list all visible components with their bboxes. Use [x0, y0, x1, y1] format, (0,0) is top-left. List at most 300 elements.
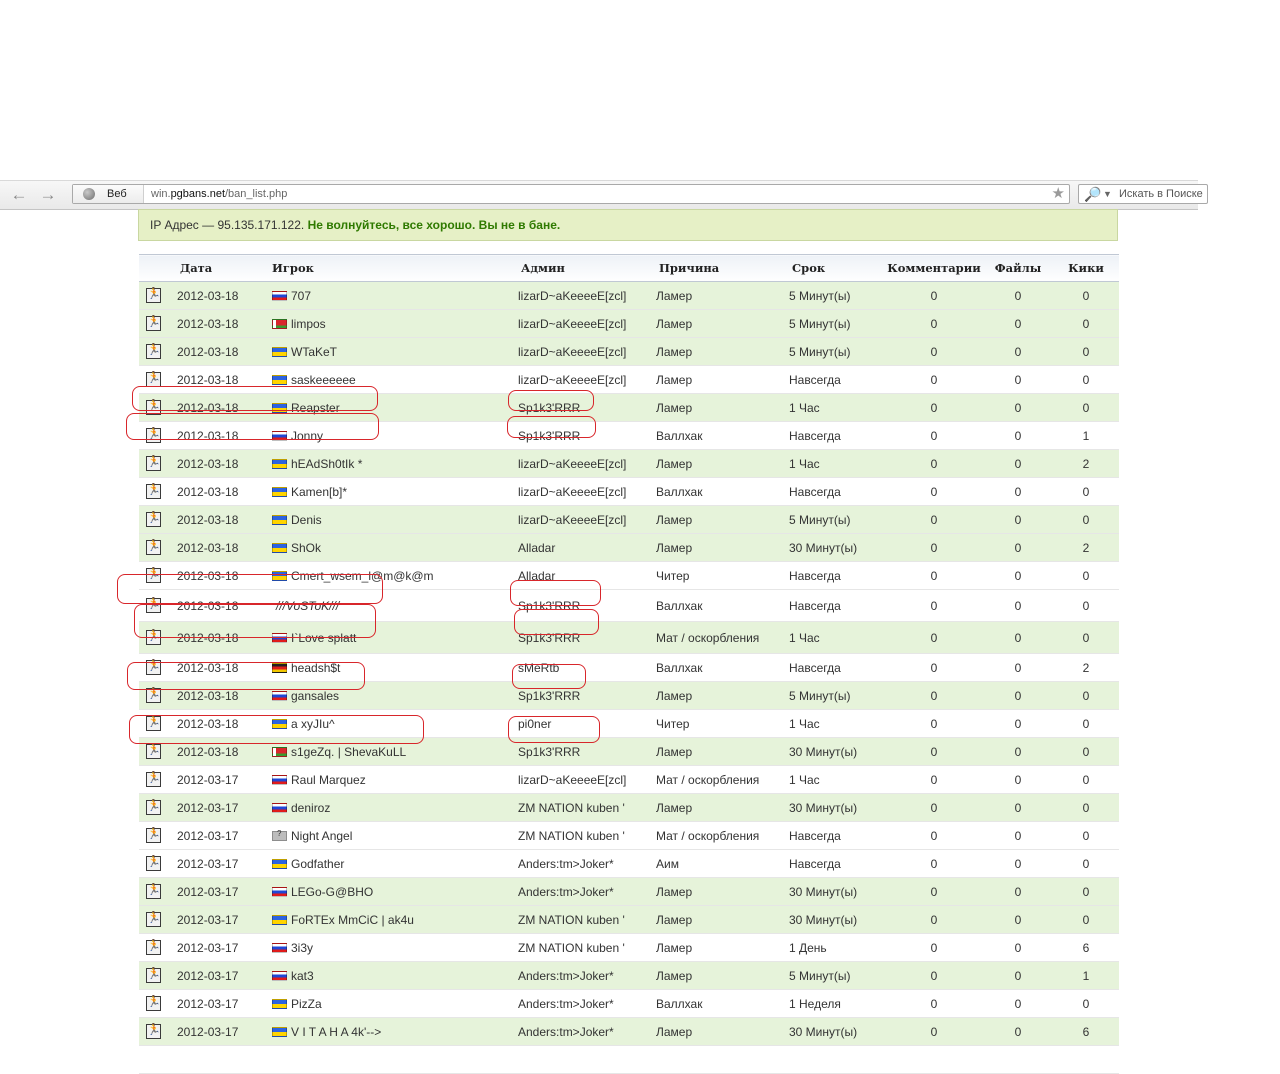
ban-date: 2012-03-18: [177, 366, 272, 394]
table-row[interactable]: [139, 794, 1119, 822]
cs-player-icon[interactable]: [146, 856, 161, 871]
cs-player-icon[interactable]: [146, 512, 161, 527]
country-flag-icon: [272, 459, 287, 469]
player-name[interactable]: Cmert_wsem_l@m@k@m: [291, 568, 434, 583]
details-cell[interactable]: [139, 394, 177, 422]
ban-term: [789, 1046, 885, 1074]
ban-term: Навсегда: [789, 562, 885, 590]
details-cell[interactable]: [139, 654, 177, 682]
ban-term: Навсегда: [789, 422, 885, 450]
cs-player-icon[interactable]: [146, 800, 161, 815]
country-flag-icon: [272, 431, 287, 441]
ban-term: 1 День: [789, 934, 885, 962]
table-row[interactable]: [139, 906, 1119, 934]
country-flag-icon: [272, 915, 287, 925]
files-count: 0: [983, 1018, 1053, 1046]
player-cell: [272, 478, 518, 506]
files-count: 0: [983, 422, 1053, 450]
kicks-count: 0: [1053, 906, 1119, 934]
cs-player-icon[interactable]: [146, 372, 161, 387]
details-cell[interactable]: [139, 878, 177, 906]
comments-count: 0: [885, 1018, 983, 1046]
files-count: 0: [983, 990, 1053, 1018]
table-row[interactable]: [139, 310, 1119, 338]
ban-term: Навсегда: [789, 478, 885, 506]
table-row[interactable]: [139, 478, 1119, 506]
admin-name: lizarD~aKeeeeE[zcl]: [518, 506, 656, 534]
player-cell: [272, 1018, 518, 1046]
comments-count: 0: [885, 794, 983, 822]
admin-name: Sp1k3'RRR: [518, 422, 656, 450]
details-cell[interactable]: [139, 338, 177, 366]
ban-date: 2012-03-18: [177, 450, 272, 478]
col-files[interactable]: Файлы: [983, 255, 1053, 282]
comments-count: 0: [885, 366, 983, 394]
admin-name: ZM NATION kuben ': [518, 794, 656, 822]
comments-count: 0: [885, 394, 983, 422]
admin-name: Anders:tm>Joker*: [518, 990, 656, 1018]
player-name[interactable]: LEGo-G@BHO: [291, 884, 374, 899]
country-flag-icon: [272, 775, 287, 785]
comments-count: 0: [885, 822, 983, 850]
ban-date: 2012-03-17: [177, 934, 272, 962]
admin-name: lizarD~aKeeeeE[zcl]: [518, 478, 656, 506]
forward-arrow-icon[interactable]: →: [39, 185, 57, 204]
comments-count: 0: [885, 450, 983, 478]
country-flag-icon: [272, 515, 287, 525]
files-count: 0: [983, 590, 1053, 622]
table-row[interactable]: [139, 338, 1119, 366]
player-name[interactable]: 707: [291, 288, 312, 303]
ban-term: 30 Минут(ы): [789, 1018, 885, 1046]
kicks-count: 0: [1053, 682, 1119, 710]
ban-term: 5 Минут(ы): [789, 310, 885, 338]
details-cell[interactable]: [139, 766, 177, 794]
player-cell: [272, 622, 518, 654]
cs-player-icon[interactable]: [146, 940, 161, 955]
table-row[interactable]: [139, 282, 1119, 310]
player-cell: [272, 682, 518, 710]
country-flag-icon: [272, 633, 287, 643]
files-count: 0: [983, 738, 1053, 766]
player-name[interactable]: Denis: [291, 512, 322, 527]
country-flag-icon: [272, 403, 287, 413]
admin-name: sMeRtb: [518, 654, 656, 682]
comments-count: 0: [885, 338, 983, 366]
details-cell[interactable]: [139, 1018, 177, 1046]
player-cell: [272, 394, 518, 422]
ban-reason: Ламер: [656, 534, 789, 562]
country-flag-icon: [272, 859, 287, 869]
cs-player-icon[interactable]: [146, 912, 161, 927]
ban-term: 30 Минут(ы): [789, 906, 885, 934]
details-cell[interactable]: [139, 934, 177, 962]
files-count: 0: [983, 654, 1053, 682]
cs-player-icon[interactable]: [146, 288, 161, 303]
details-cell[interactable]: [139, 622, 177, 654]
country-flag-icon: [272, 375, 287, 385]
ban-reason: Аим: [656, 850, 789, 878]
comments-count: 0: [885, 562, 983, 590]
details-cell[interactable]: [139, 1046, 177, 1074]
player-name[interactable]: s1geZq. | ShevaKuLL: [291, 744, 407, 759]
ip-address-text: IP Адрес — 95.135.171.122.: [150, 218, 305, 232]
ban-date: 2012-03-18: [177, 506, 272, 534]
ban-date: 2012-03-17: [177, 962, 272, 990]
ban-reason: Ламер: [656, 394, 789, 422]
player-cell: [272, 450, 518, 478]
player-cell: [272, 562, 518, 590]
player-name[interactable]: Kamen[b]*: [291, 484, 348, 499]
table-row[interactable]: [139, 506, 1119, 534]
ban-date: 2012-03-18: [177, 478, 272, 506]
ban-term: 1 Час: [789, 450, 885, 478]
table-row[interactable]: [139, 622, 1119, 654]
details-cell[interactable]: [139, 850, 177, 878]
admin-name: lizarD~aKeeeeE[zcl]: [518, 338, 656, 366]
details-cell[interactable]: [139, 682, 177, 710]
player-name[interactable]: Godfather: [291, 856, 345, 871]
cs-player-icon[interactable]: [146, 598, 161, 613]
col-date[interactable]: Дата: [177, 255, 272, 282]
player-cell: [272, 822, 518, 850]
ban-term: 1 Неделя: [789, 990, 885, 1018]
col-kicks[interactable]: Кики: [1053, 255, 1119, 282]
address-bar[interactable]: [72, 184, 1070, 204]
table-row[interactable]: [139, 710, 1119, 738]
ban-reason: Ламер: [656, 738, 789, 766]
files-count: 0: [983, 794, 1053, 822]
table-row[interactable]: [139, 1018, 1119, 1046]
player-name[interactable]: Reapster: [291, 400, 340, 415]
table-row[interactable]: [139, 766, 1119, 794]
search-placeholder: Искать в Поиске: [1119, 188, 1203, 200]
country-flag-icon: [272, 831, 287, 841]
kicks-count: 6: [1053, 934, 1119, 962]
cs-player-icon[interactable]: [146, 884, 161, 899]
kicks-count: 2: [1053, 654, 1119, 682]
ban-reason: Мат / оскорбления: [656, 822, 789, 850]
table-row[interactable]: [139, 534, 1119, 562]
table-row[interactable]: [139, 682, 1119, 710]
player-name[interactable]: 3i3y: [291, 940, 314, 955]
admin-name: lizarD~aKeeeeE[zcl]: [518, 766, 656, 794]
kicks-count: 0: [1053, 738, 1119, 766]
col-reason[interactable]: Причина: [656, 255, 789, 282]
ban-reason: Ламер: [656, 934, 789, 962]
files-count: 0: [983, 282, 1053, 310]
player-name[interactable]: deniroz: [291, 800, 331, 815]
ban-term: 30 Минут(ы): [789, 738, 885, 766]
cs-player-icon[interactable]: [146, 540, 161, 555]
col-player[interactable]: Игрок: [272, 255, 518, 282]
table-header: [139, 255, 1119, 282]
details-cell[interactable]: [139, 310, 177, 338]
cs-player-icon[interactable]: [146, 484, 161, 499]
comments-count: 0: [885, 710, 983, 738]
ban-date: 2012-03-17: [177, 822, 272, 850]
files-count: 0: [983, 366, 1053, 394]
table-row[interactable]: [139, 422, 1119, 450]
ban-term: 1 Час: [789, 710, 885, 738]
country-flag-icon: [272, 803, 287, 813]
ban-date: 2012-03-18: [177, 338, 272, 366]
player-cell: [272, 710, 518, 738]
admin-name: lizarD~aKeeeeE[zcl]: [518, 366, 656, 394]
comments-count: 0: [885, 738, 983, 766]
kicks-count: 0: [1053, 822, 1119, 850]
ban-reason: Ламер: [656, 878, 789, 906]
table-row[interactable]: [139, 990, 1119, 1018]
admin-name: Anders:tm>Joker*: [518, 1018, 656, 1046]
country-flag-icon: [272, 291, 287, 301]
comments-count: 0: [885, 282, 983, 310]
details-cell[interactable]: [139, 422, 177, 450]
ban-reason: Ламер: [656, 282, 789, 310]
player-name[interactable]: Night Angel: [291, 828, 353, 843]
player-name[interactable]: a xyJIu^: [291, 716, 335, 731]
table-row[interactable]: [139, 366, 1119, 394]
ban-term: 5 Минут(ы): [789, 338, 885, 366]
comments-count: 0: [885, 590, 983, 622]
chevron-down-icon[interactable]: ▼: [1103, 189, 1112, 199]
ban-reason: Валлхак: [656, 478, 789, 506]
comments-count: 0: [885, 766, 983, 794]
player-name[interactable]: [272, 1053, 276, 1067]
ban-reason: Ламер: [656, 794, 789, 822]
files-count: 0: [983, 622, 1053, 654]
cs-player-icon[interactable]: [146, 744, 161, 759]
comments-count: 0: [885, 506, 983, 534]
player-name[interactable]: hEAdSh0tIk *: [291, 456, 363, 471]
kicks-count: 0: [1053, 622, 1119, 654]
ban-date: 2012-03-18: [177, 682, 272, 710]
player-name[interactable]: headsh$t: [291, 660, 341, 675]
kicks-count: 0: [1053, 878, 1119, 906]
cs-player-icon[interactable]: [146, 316, 161, 331]
admin-name: Anders:tm>Joker*: [518, 962, 656, 990]
player-name[interactable]: FoRTEx MmCiC | ak4u: [291, 912, 414, 927]
cs-player-icon[interactable]: [146, 344, 161, 359]
comments-count: [885, 1046, 983, 1074]
details-cell[interactable]: [139, 282, 177, 310]
player-name[interactable]: WTaKeT: [291, 344, 338, 359]
ban-term: Навсегда: [789, 822, 885, 850]
details-cell[interactable]: [139, 822, 177, 850]
player-name[interactable]: gansales: [291, 688, 340, 703]
ban-reason: Валлхак: [656, 654, 789, 682]
comments-count: 0: [885, 850, 983, 878]
player-name[interactable]: limpos: [291, 316, 326, 331]
player-name[interactable]: kat3: [291, 968, 314, 983]
country-flag-icon: [272, 747, 287, 757]
kicks-count: 0: [1053, 310, 1119, 338]
comments-count: 0: [885, 422, 983, 450]
details-cell[interactable]: [139, 738, 177, 766]
details-cell[interactable]: [139, 506, 177, 534]
table-row[interactable]: [139, 394, 1119, 422]
admin-name: Anders:tm>Joker*: [518, 878, 656, 906]
ban-reason: Мат / оскорбления: [656, 622, 789, 654]
player-name[interactable]: saskeeeeee: [291, 372, 356, 387]
comments-count: 0: [885, 878, 983, 906]
ban-date: 2012-03-17: [177, 1018, 272, 1046]
site-label: Веб: [107, 188, 127, 200]
cs-player-icon[interactable]: [146, 968, 161, 983]
ban-date: 2012-03-18: [177, 654, 272, 682]
details-cell[interactable]: [139, 906, 177, 934]
player-cell: [272, 850, 518, 878]
comments-count: 0: [885, 962, 983, 990]
site-identity-button[interactable]: [73, 185, 144, 203]
table-row[interactable]: [139, 878, 1119, 906]
country-flag-icon: [272, 999, 287, 1009]
files-count: 0: [983, 562, 1053, 590]
admin-name: pi0ner: [518, 710, 656, 738]
cs-player-icon[interactable]: [146, 772, 161, 787]
search-icon[interactable]: 🔎: [1084, 186, 1102, 202]
ban-reason: Валлхак: [656, 590, 789, 622]
cs-player-icon[interactable]: [146, 400, 161, 415]
ban-date: 2012-03-17: [177, 766, 272, 794]
country-flag-icon: [272, 571, 287, 581]
table-row[interactable]: [139, 1046, 1119, 1074]
ban-date: 2012-03-17: [177, 850, 272, 878]
country-flag-icon: [272, 1027, 287, 1037]
admin-name: Alladar: [518, 562, 656, 590]
player-cell: [272, 506, 518, 534]
kicks-count: [1053, 1046, 1119, 1074]
admin-name: ZM NATION kuben ': [518, 934, 656, 962]
admin-name: [518, 1046, 656, 1074]
search-input[interactable]: [1078, 184, 1208, 204]
player-cell: [272, 1046, 518, 1074]
ban-status-ok: Не волнуйтесь, все хорошо. Вы не в бане.: [307, 218, 561, 232]
ban-term: 30 Минут(ы): [789, 878, 885, 906]
ban-date: 2012-03-18: [177, 562, 272, 590]
ban-date: [177, 1046, 272, 1074]
files-count: 0: [983, 682, 1053, 710]
ban-reason: Ламер: [656, 338, 789, 366]
cs-player-icon[interactable]: [146, 688, 161, 703]
col-icon: [139, 255, 177, 282]
col-admin[interactable]: Админ: [518, 255, 656, 282]
ban-reason: Ламер: [656, 310, 789, 338]
cs-player-icon[interactable]: [146, 568, 161, 583]
cs-player-icon[interactable]: [146, 660, 161, 675]
browser-navbar: [0, 180, 1203, 210]
details-cell[interactable]: [139, 590, 177, 622]
kicks-count: 0: [1053, 766, 1119, 794]
back-arrow-icon[interactable]: ←: [10, 185, 28, 204]
ban-date: 2012-03-18: [177, 394, 272, 422]
player-cell: [272, 366, 518, 394]
admin-name: ZM NATION kuben ': [518, 906, 656, 934]
kicks-count: 0: [1053, 710, 1119, 738]
admin-name: Sp1k3'RRR: [518, 738, 656, 766]
admin-name: ZM NATION kuben ': [518, 822, 656, 850]
kicks-count: 2: [1053, 450, 1119, 478]
col-term[interactable]: Срок: [789, 255, 885, 282]
ban-term: 1 Час: [789, 622, 885, 654]
player-name[interactable]: ///VoSToK///: [276, 598, 340, 613]
kicks-count: 0: [1053, 794, 1119, 822]
details-cell[interactable]: [139, 534, 177, 562]
details-cell[interactable]: [139, 990, 177, 1018]
ban-reason: Читер: [656, 710, 789, 738]
ban-reason: Валлхак: [656, 422, 789, 450]
cs-player-icon[interactable]: [146, 1024, 161, 1039]
details-cell[interactable]: [139, 450, 177, 478]
player-name[interactable]: Raul Marquez: [291, 772, 366, 787]
admin-name: Alladar: [518, 534, 656, 562]
ban-term: 5 Минут(ы): [789, 962, 885, 990]
admin-name: Sp1k3'RRR: [518, 394, 656, 422]
admin-name: lizarD~aKeeeeE[zcl]: [518, 282, 656, 310]
bookmark-star-icon[interactable]: ★: [1051, 185, 1065, 202]
details-cell[interactable]: [139, 794, 177, 822]
table-row[interactable]: [139, 822, 1119, 850]
files-count: 0: [983, 766, 1053, 794]
ban-term: Навсегда: [789, 850, 885, 878]
comments-count: 0: [885, 906, 983, 934]
cs-player-icon[interactable]: [146, 428, 161, 443]
cs-player-icon[interactable]: [146, 996, 161, 1011]
files-count: 0: [983, 710, 1053, 738]
table-row[interactable]: [139, 962, 1119, 990]
table-row[interactable]: [139, 850, 1119, 878]
table-row[interactable]: [139, 450, 1119, 478]
table-row[interactable]: [139, 654, 1119, 682]
details-cell[interactable]: [139, 562, 177, 590]
player-cell: [272, 310, 518, 338]
table-row[interactable]: [139, 738, 1119, 766]
details-cell[interactable]: [139, 366, 177, 394]
player-cell: [272, 338, 518, 366]
player-name[interactable]: I`Love splatt: [291, 630, 357, 645]
table-row[interactable]: [139, 934, 1119, 962]
player-name[interactable]: ShOk: [291, 540, 322, 555]
player-cell: [272, 422, 518, 450]
player-name[interactable]: Jonny: [291, 428, 324, 443]
url-text[interactable]: win.pgbans.net/ban_list.php: [151, 188, 288, 200]
col-comments[interactable]: Комментарии: [885, 255, 983, 282]
player-cell: [272, 934, 518, 962]
player-name[interactable]: PizZa: [291, 996, 322, 1011]
country-flag-icon: [272, 663, 287, 673]
admin-name: Sp1k3'RRR: [518, 590, 656, 622]
table-row[interactable]: [139, 590, 1119, 622]
country-flag-icon: [272, 943, 287, 953]
details-cell[interactable]: [139, 478, 177, 506]
cs-player-icon[interactable]: [146, 630, 161, 645]
kicks-count: 0: [1053, 478, 1119, 506]
files-count: 0: [983, 850, 1053, 878]
cs-player-icon[interactable]: [146, 716, 161, 731]
player-name[interactable]: V I T A H A 4k'-->: [291, 1024, 382, 1039]
cs-player-icon[interactable]: [146, 828, 161, 843]
comments-count: 0: [885, 682, 983, 710]
cs-player-icon[interactable]: [146, 456, 161, 471]
ban-term: 5 Минут(ы): [789, 506, 885, 534]
files-count: 0: [983, 962, 1053, 990]
ban-term: 30 Минут(ы): [789, 534, 885, 562]
details-cell[interactable]: [139, 710, 177, 738]
table-row[interactable]: [139, 562, 1119, 590]
details-cell[interactable]: [139, 962, 177, 990]
player-cell: [272, 590, 518, 622]
ban-reason: Ламер: [656, 906, 789, 934]
